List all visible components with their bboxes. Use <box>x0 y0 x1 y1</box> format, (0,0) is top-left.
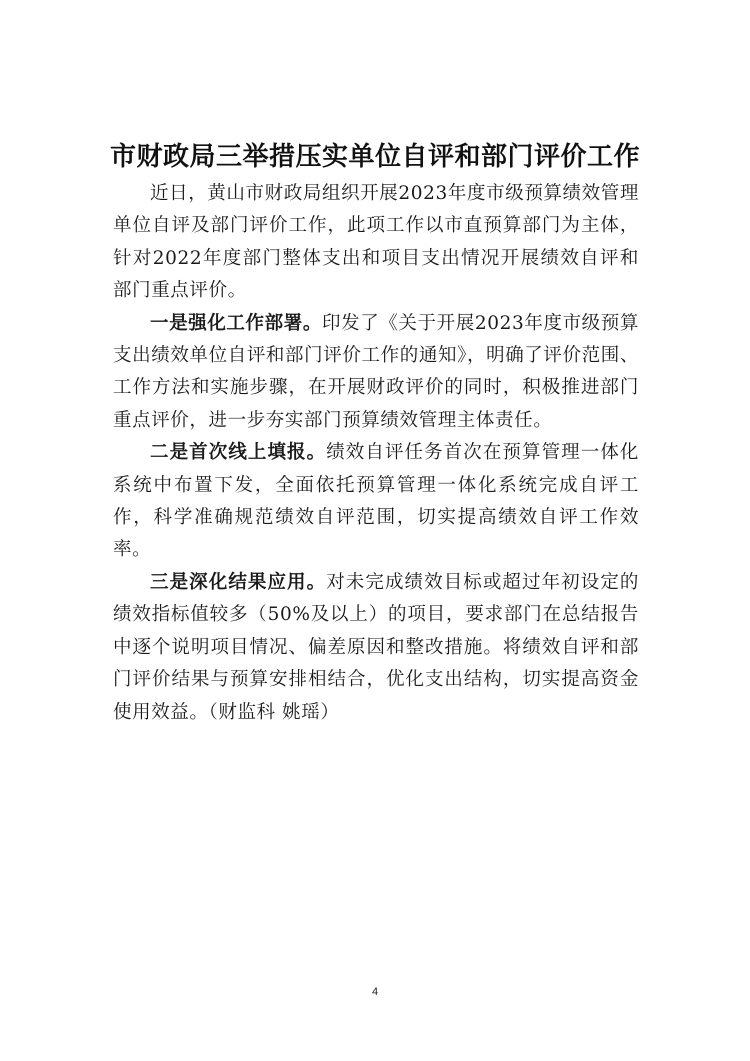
paragraph-lead: 一是强化工作部署。 <box>150 312 322 334</box>
page-title: 市财政局三举措压实单位自评和部门评价工作 <box>109 142 640 172</box>
paragraph-intro <box>113 178 639 308</box>
page-number: 4 <box>371 986 379 998</box>
article-body <box>113 178 639 729</box>
paragraph-lead: 三是深化结果应用。 <box>150 571 327 593</box>
paragraph-text: 近日，黄山市财政局组织开展2023年度市级预算绩效管理单位自评及部门评价工作，此项工作以市直预算部门为主体，针对2022年度部门整体支出和项目支出情况开展绩效自评和部门重点评价。 <box>113 183 639 302</box>
paragraph-measure-1 <box>113 308 639 438</box>
paragraph-lead: 二是首次线上填报。 <box>150 442 327 464</box>
paragraph-text: 对未完成绩效目标或超过年初设定的绩效指标值较多（50%及以上）的项目，要求部门在总结报告中逐个说明项目情况、偏差原因和整改措施。将绩效自评和部门评价结果与预算安排相结合，优化支出结构，切实提高资金使用效益。（财监科 姚瑶） <box>113 571 639 723</box>
paragraph-text: 绩效自评任务首次在预算管理一体化系统中布置下发，全面依托预算管理一体化系统完成自评工作，科学准确规范绩效自评范围，切实提高绩效自评工作效率。 <box>113 442 639 561</box>
paragraph-measure-2 <box>113 437 639 567</box>
paragraph-text: 印发了《关于开展2023年度市级预算支出绩效单位自评和部门评价工作的通知》，明确了评价范围、工作方法和实施步骤，在开展财政评价的同时，积极推进部门重点评价，进一步夯实部门预算绩效管理主体责任。 <box>113 312 639 431</box>
paragraph-measure-3 <box>113 567 639 729</box>
